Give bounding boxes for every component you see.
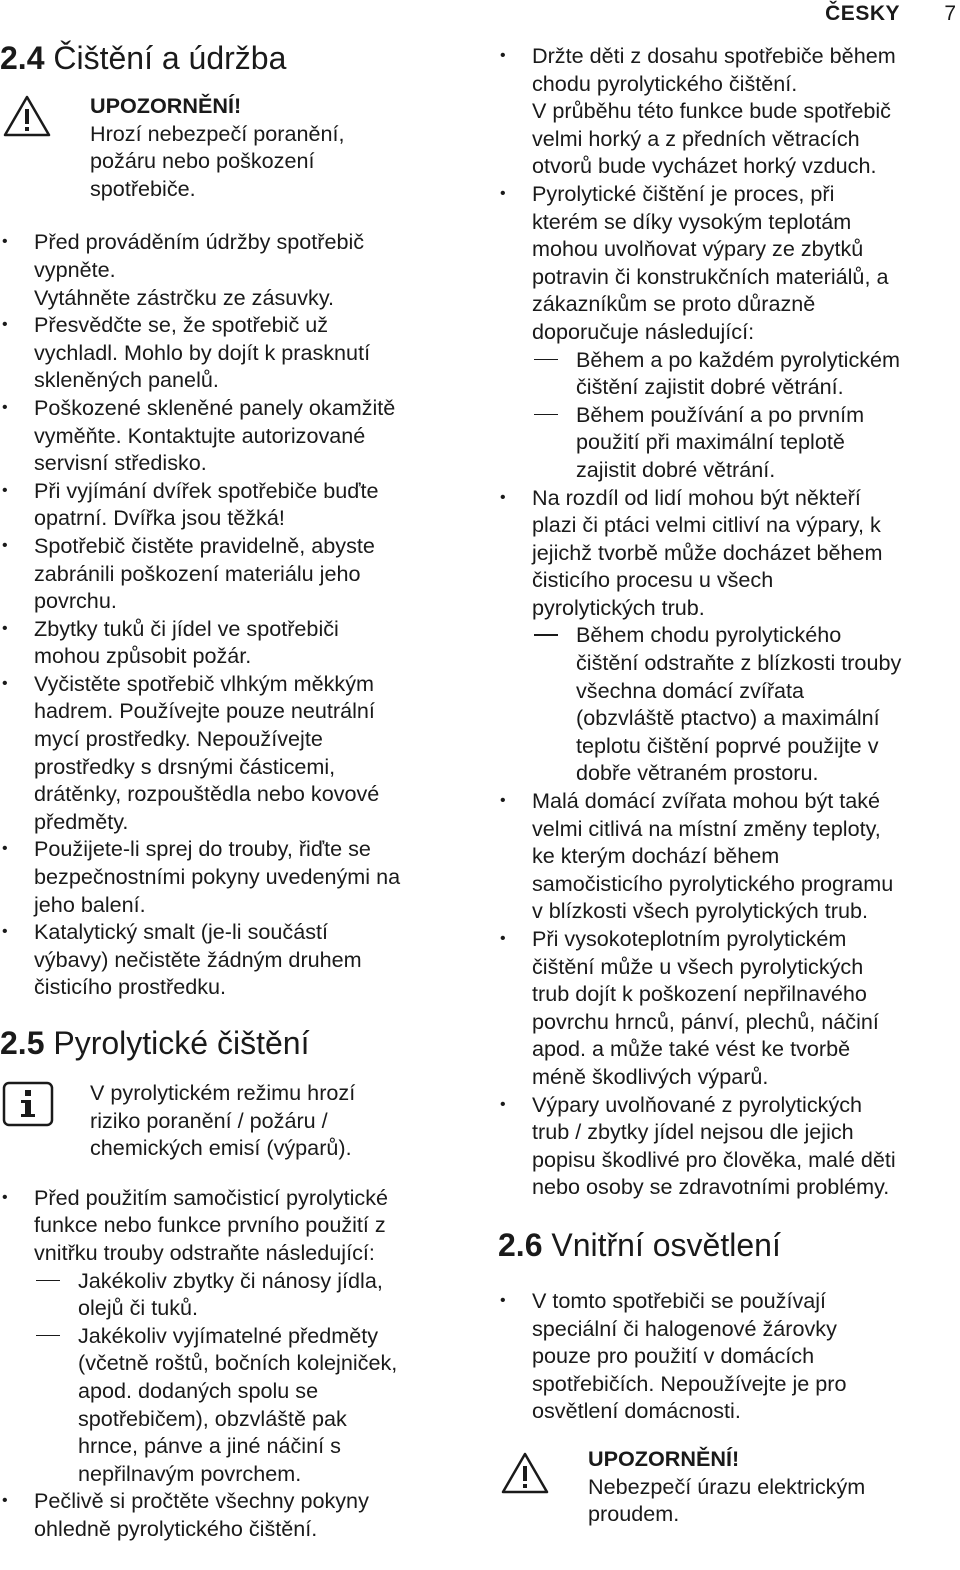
text-line: kterém se díky vysokým teplotám [532,208,852,234]
text-line: čisticího prostředku. [34,974,227,1000]
text-line: pouze pro použití v domácích [532,1343,815,1369]
list-item [0,477,470,532]
list-item [0,615,470,670]
list-item [498,180,960,484]
text-line: speciální či halogenové žárovky [532,1315,837,1341]
list-item [498,1287,960,1425]
list-item [498,484,960,788]
text-line: čištění odstraňte z blízkosti trouby [576,650,902,676]
text-line: Během chodu pyrolytického [576,622,842,648]
list-item [0,1487,470,1542]
left-column [0,38,470,1543]
sublist-item [532,621,960,787]
text-line: velmi citlivá na místní změny teploty, [532,815,881,841]
text-line: spotřebičem), obzvláště pak [78,1405,347,1431]
text-line: mohou způsobit požár. [34,643,252,669]
text-line: otvorů bude vycházet horký vzduch. [532,153,877,179]
list-item [0,670,470,836]
text-line: předměty. [34,808,129,834]
text-line: • Před prováděním údržby spotřebič [34,229,365,255]
text-line: • Pečlivě si pročtěte všechny pokyny [34,1488,369,1514]
text-line: samočisticího pyrolytického programu [532,870,894,896]
list-item [0,228,470,311]
section-number: 2.6 [498,1226,543,1263]
section-2-5-heading [0,1023,470,1063]
text-line: dobře větraném prostoru. [576,760,819,786]
warning-title: UPOZORNĚNÍ! [90,93,242,118]
text-line: Hrozí nebezpečí poranění, [90,120,345,146]
text-line: apod. a může také vést ke tvorbě [532,1036,851,1062]
text-line: vyměňte. Kontaktujte autorizované [34,422,366,448]
info-notice [0,1079,470,1162]
sublist-item [34,1322,470,1488]
text-line: čištění může u všech pyrolytických [532,953,864,979]
text-line: • Držte děti z dosahu spotřebiče během [532,43,896,68]
text-line: plazi či ptáci velmi citliví na výpary, k [532,512,881,538]
list-item [498,1091,960,1201]
warning-triangle-icon [500,1451,550,1495]
text-line: mycí prostředky. Nepoužívejte [34,726,323,752]
text-line: • Při vysokoteplotním pyrolytickém [532,926,847,951]
text-line: ohledně pyrolytického čištění. [34,1515,318,1541]
list-item [498,925,960,1091]
text-line: pyrolytických trub. [532,594,705,620]
info-text [90,1079,470,1162]
text-line: • Použijete-li sprej do trouby, řiďte se [34,836,371,862]
section-2-6-heading [498,1225,960,1265]
text-line: jejichž tvorbě může docházet během [532,539,883,565]
list-item [0,918,470,1001]
section-number: 2.5 [0,1025,45,1061]
text-line: méně škodlivých výparů. [532,1063,769,1089]
warning-title: UPOZORNĚNÍ! [588,1445,740,1471]
text-line: trub dojít k poškození nepřilnavého [532,981,867,1007]
text-line: Vytáhněte zástrčku ze zásuvky. [34,284,335,310]
text-line: teplotu čištění poprvé použijte v [576,732,879,758]
text-line: nebo osoby se zdravotními problémy. [532,1174,890,1200]
text-line: použití při maximální teplotě [576,429,845,455]
text-line: • Spotřebič čistěte pravidelně, abyste [34,532,375,558]
text-line: povrchu. [34,588,117,614]
lighting-list [498,1287,960,1425]
text-line: trub / zbytky jídel nejsou dle jejich [532,1119,854,1145]
text-line: riziko poranění / požáru / [90,1107,328,1133]
text-line: jeho balení. [34,891,146,917]
pyrolytic-safety-list [498,42,960,1201]
text-line: Jakékoliv vyjímatelné předměty [78,1322,379,1348]
text-line: • Vyčistěte spotřebič vlhkým měkkým [34,670,374,696]
dash-sublist [34,1267,470,1488]
text-line: skleněných panelů. [34,367,219,393]
text-line: apod. dodaných spolu se [78,1377,319,1403]
dash-sublist [532,621,960,787]
cleaning-safety-list [0,228,470,1001]
text-line: vychladl. Mohlo by dojít k prasknutí [34,339,371,365]
page-number: 7 [944,2,956,25]
text-line: • Na rozdíl od lidí mohou být někteří [532,484,861,510]
section-title: Pyrolytické čištění [53,1025,310,1061]
text-line: • Zbytky tuků či jídel ve spotřebiči [34,615,339,641]
text-line: • Katalytický smalt (je-li součástí [34,919,328,945]
list-item [0,311,470,394]
text-line: V pyrolytickém režimu hrozí [90,1080,356,1105]
language-label: ČESKY [825,2,900,25]
text-line: chemických emisí (výparů). [90,1135,352,1161]
text-line: popisu škodlivé pro člověka, malé děti [532,1146,896,1172]
text-line: doporučuje následující: [532,318,755,344]
text-line: vnitřku trouby odstraňte následující: [34,1239,375,1265]
warning-notice [498,1445,960,1528]
section-2-4-heading [0,38,470,78]
warning-triangle-icon [2,94,52,138]
text-line: • Pyrolytické čištění je proces, při [532,180,835,206]
text-line: proudem. [588,1501,680,1527]
text-line: čištění zajistit dobré větrání. [576,374,844,400]
list-item [498,42,960,180]
section-title: Čištění a údržba [53,40,287,76]
info-icon [2,1081,54,1127]
text-line: hrnce, pánve a jiné náčiní s [78,1433,341,1459]
text-line: (včetně roštů, bočních kolejniček, [78,1350,398,1376]
text-line: hadrem. Používejte pouze neutrální [34,698,375,724]
page-header [0,2,960,28]
text-line: opatrní. Dvířka jsou těžká! [34,505,285,531]
text-line: • Při vyjímání dvířek spotřebiče buďte [34,477,379,503]
text-line: v blízkosti všech pyrolytických trub. [532,898,869,924]
text-line: nepřilnavým povrchem. [78,1460,302,1486]
text-line: Nebezpečí úrazu elektrickým [588,1473,866,1499]
text-line: povrchu hrnců, pánví, plechů, náčiní [532,1008,879,1034]
sublist-item [532,346,960,401]
warning-notice [0,92,470,202]
text-line: V průběhu této funkce bude spotřebič [532,98,891,124]
right-column [498,42,960,1528]
text-line: velmi horký a z předních větracích [532,125,860,151]
text-line: servisní středisko. [34,450,207,476]
text-line: požáru nebo poškození [90,148,315,174]
text-line: bezpečnostními pokyny uvedenými na [34,864,401,890]
text-line: prostředky s drsnými částicemi, [34,753,336,779]
text-line: osvětlení domácnosti. [532,1398,741,1424]
text-line: vypněte. [34,256,116,282]
text-line: zabránili poškození materiálu jeho [34,560,361,586]
text-line: Jakékoliv zbytky či nánosy jídla, [78,1267,383,1293]
text-line: funkce nebo funkce prvního použití z [34,1212,386,1238]
warning-text [588,1473,960,1528]
text-line: olejů či tuků. [78,1295,199,1321]
section-title: Vnitřní osvětlení [551,1226,781,1263]
text-line: výbavy) nečistěte žádným druhem [34,946,362,972]
text-line: ke kterým dochází během [532,843,780,869]
text-line: potravin či konstrukčních materiálů, a [532,263,889,289]
list-item [498,787,960,925]
text-line: spotřebiče. [90,175,196,201]
list-item [0,394,470,477]
text-line: čisticího procesu u všech [532,567,774,593]
section-number: 2.4 [0,40,45,76]
text-line: • Poškozené skleněné panely okamžitě [34,394,396,420]
sublist-item [34,1267,470,1322]
text-line: drátěnky, rozpouštědla nebo kovové [34,781,380,807]
text-line: (obzvláště ptactvo) a maximální [576,705,880,731]
warning-text [90,120,470,203]
text-line: Během používání a po prvním [576,401,865,427]
list-item [0,532,470,615]
text-line: • Výpary uvolňované z pyrolytických [532,1091,863,1117]
text-line: • Přesvědčte se, že spotřebič už [34,312,329,338]
pyrolytic-prep-list [0,1184,470,1543]
text-line: zákazníkům se proto důrazně [532,291,816,317]
list-item [0,1184,470,1488]
text-line: • Před použitím samočisticí pyrolytické [34,1184,389,1210]
text-line: • V tomto spotřebiči se používají [532,1287,827,1313]
text-line: spotřebičích. Nepoužívejte je pro [532,1370,847,1396]
text-line: Během a po každém pyrolytickém [576,346,901,372]
text-line: mohou uvolňovat výpary ze zbytků [532,236,864,262]
text-line: • Malá domácí zvířata mohou být také [532,788,881,814]
text-line: chodu pyrolytického čištění. [532,70,798,96]
list-item [0,835,470,918]
dash-sublist [532,346,960,484]
text-line: zajistit dobré větrání. [576,456,776,482]
text-line: všechna domácí zvířata [576,677,805,703]
sublist-item [532,401,960,484]
